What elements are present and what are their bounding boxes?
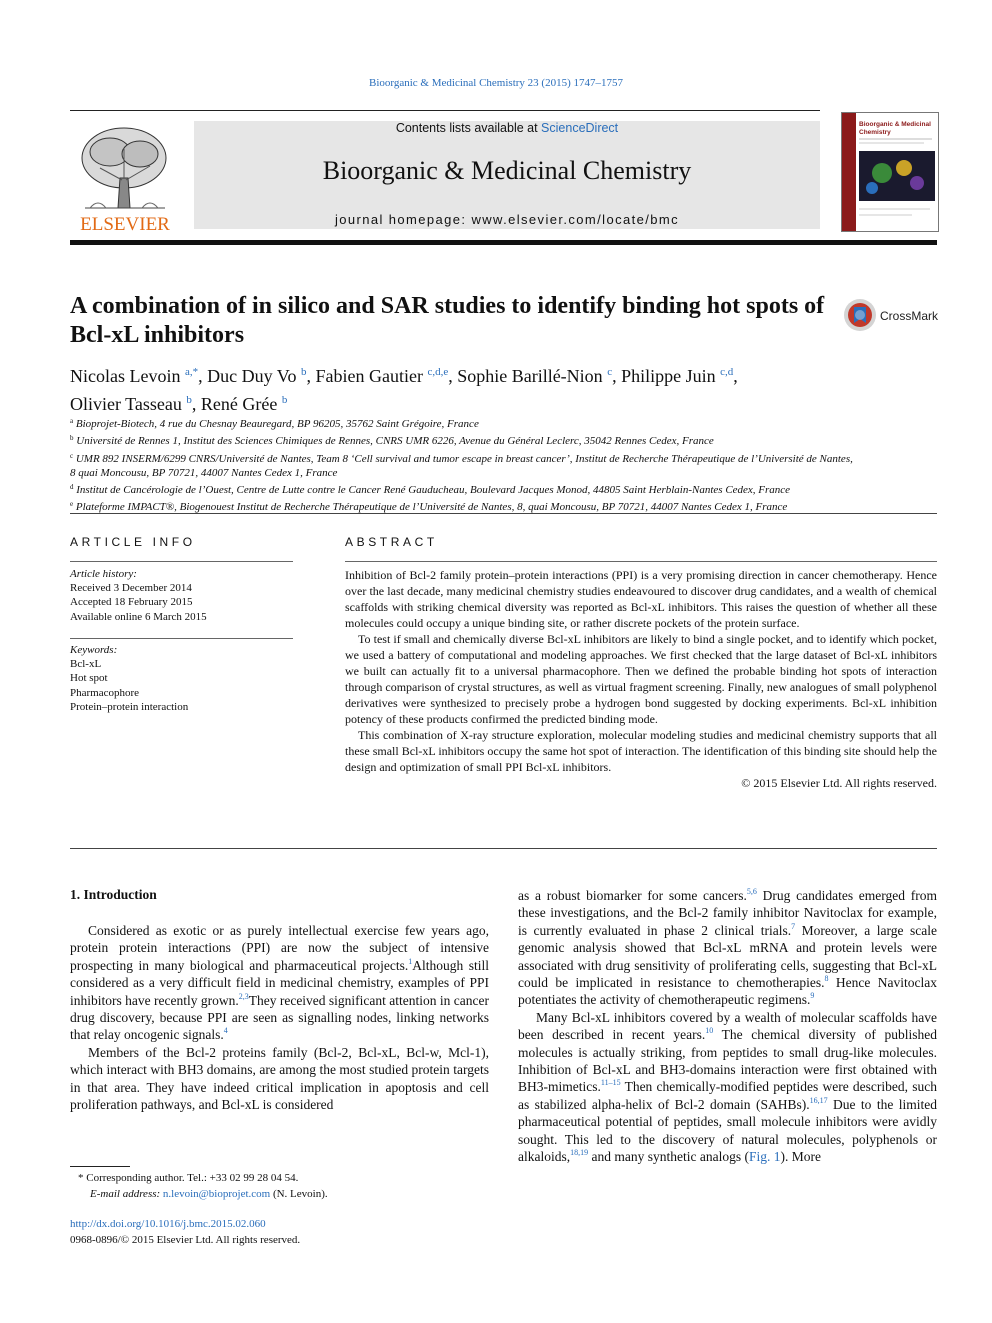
article-info-divider (70, 561, 293, 562)
svg-text:CrossMark: CrossMark (880, 309, 939, 323)
author-name[interactable]: Olivier Tasseau (70, 394, 182, 414)
abstract-paragraph: To test if small and chemically diverse Bcl-xL inhibitors are likely to bind a single pocket, and to identify which pocket, we used a battery of computational and modeling approaches. We first checked that the large dataset of Bcl-xL inhibitors we built can actually fit to a universal pharmacophore. Then we defined the probable binding hot spots of interaction through comparison of crystal structures, as well as virtual fragment screening. Finally, new analogues of small polyphenol derivatives were synthesized to precisely probe a hydrogen bond suggested by docking experiments. Bcl-xL inhibition potency of these products confirmed the predicted binding mode. (345, 632, 937, 726)
citation-ref[interactable]: 11–15 (600, 1078, 621, 1088)
journal-homepage (194, 212, 820, 227)
citation-ref[interactable]: 4 (223, 1026, 228, 1036)
abstract-bottom-divider (70, 848, 937, 849)
body-text: The chemical diversity of published molecules is actually striking, from peptides to small drug-like molecules. Inhibition of Bcl-xL and BH3-domains interaction were first obtained with BH3-mimetics. (518, 1027, 938, 1095)
author-separator: , (612, 366, 622, 386)
doi-link[interactable]: http://dx.doi.org/10.1016/j.bmc.2015.02.060 (70, 1218, 266, 1230)
abstract-body (345, 567, 937, 791)
elsevier-logo (70, 118, 180, 236)
header-thick-divider (70, 240, 937, 245)
journal-name: Bioorganic & Medicinal Chemistry (322, 156, 692, 185)
crossmark-icon (843, 297, 943, 333)
author-name[interactable]: René Grée (200, 394, 278, 414)
affiliation-list (70, 414, 950, 515)
body-text: Hence Navitoclax potentiates the activity of chemotherapeutic regimens. (518, 975, 938, 1008)
footnote-divider (70, 1166, 130, 1167)
author-list (70, 360, 930, 416)
abstract-paragraph: Inhibition of Bcl-2 family protein–protein interactions (PPI) is a very promising direction in cancer chemotherapy. Hence over the last decade, many medicinal chemistry studies endeavoured to discover drug candidates, and a wealth of chemical scaffolds with striking chemical diversity was reported as Bcl-xL inhibitors. This raises the question of whether all these molecules could occupy a unique binding site, or rather discrete pockets of the protein surface. (345, 568, 937, 630)
affiliation-text: Institut de Cancérologie de l’Ouest, Centre de Lutte contre le Cancer René Gauducheau, Boulevard Jacques Monod, 44805 Saint Herblain-Nantes Cedex, France (76, 484, 791, 497)
abstract-divider (345, 561, 937, 562)
body-text: Drug candidates emerged from these investigations, and the Bcl-2 family inhibitor Navitoclax for example, is currently evaluated in phase 2 clinical trials. (518, 888, 937, 938)
body-text: Considered as exotic or as purely intellectual exercise few years ago, protein protein interactions (PPI) are now the subject of intensive prospecting in many biological and pharmaceutical projects. (70, 923, 489, 973)
svg-text:Bioorganic & Medicinal: Bioorganic & Medicinal (859, 121, 931, 128)
crossmark-badge[interactable] (843, 297, 943, 333)
affiliation-text: Université de Rennes 1, Institut des Sciences Chimiques de Rennes, CNRS UMR 6226, Avenue du Général Leclerc, 35042 Rennes Cedex, France (76, 435, 714, 448)
citation-ref[interactable]: 8 (824, 974, 829, 984)
author-separator: , (733, 366, 738, 386)
cover-image (842, 113, 938, 231)
citation-ref[interactable]: 10 (705, 1026, 714, 1036)
author-name[interactable]: Fabien Gautier (315, 366, 423, 386)
author-affiliation-mark[interactable]: a,* (184, 366, 199, 378)
contents-line (194, 121, 820, 135)
keywords-label: Keywords: (70, 644, 118, 656)
email-link[interactable]: n.levoin@bioprojet.com (162, 1188, 271, 1200)
abstract-paragraph: This combination of X-ray structure exploration, molecular modeling studies and medicinal chemistry supports that all these small Bcl-xL inhibitors occupy the same hot spot of interaction. The identification of this binding site should help the design and optimization of small PPI Bcl-xL inhibitors. (345, 728, 937, 774)
keyword-item: Pharmacophore (70, 686, 140, 699)
author-affiliation-mark[interactable]: b (186, 394, 192, 406)
email-suffix: (N. Levoin). (270, 1188, 328, 1200)
keyword-item: Hot spot (70, 672, 108, 685)
citation-ref[interactable]: 9 (810, 991, 815, 1001)
body-text: as a robust biomarker for some cancers. (518, 888, 747, 903)
author-name[interactable]: Philippe Juin (621, 366, 716, 386)
affiliation-mark: d (70, 483, 74, 492)
citation-ref[interactable]: 16,17 (809, 1095, 828, 1105)
top-divider (70, 110, 820, 111)
footnote-block (70, 1170, 490, 1202)
author-name[interactable]: Duc Duy Vo (207, 366, 297, 386)
author-affiliation-mark[interactable]: b (300, 366, 307, 378)
author-separator: , (198, 366, 208, 386)
history-item: Accepted 18 February 2015 (70, 596, 193, 609)
body-column-right (518, 887, 937, 1166)
keywords-divider (70, 638, 293, 639)
homepage-prefix: journal homepage: (334, 212, 472, 227)
citation-ref[interactable]: 1 (408, 956, 413, 966)
affiliation-item (70, 414, 950, 431)
body-column-left (70, 922, 489, 1113)
issn-copyright: 0968-0896/© 2015 Elsevier Ltd. All rights reserved. (70, 1234, 301, 1246)
svg-text:ELSEVIER: ELSEVIER (80, 214, 170, 235)
citation-ref[interactable]: 2,3 (238, 991, 249, 1001)
author-separator: , (448, 366, 458, 386)
journal-citation[interactable]: Bioorganic & Medicinal Chemistry 23 (2015) 1747–1757 (369, 77, 623, 89)
citation-ref[interactable]: 5,6 (746, 887, 757, 896)
keywords-block (70, 643, 293, 714)
body-paragraph: Members of the Bcl-2 proteins family (Bcl-2, Bcl-xL, Bcl-w, Mcl-1), which interact with BH3 domains, are among the most studied protein targets in that area. They have indeed critical implication in apoptosis and cell proliferation pathways, and Bcl-xL is considered (70, 1044, 489, 1113)
article-info-heading: ARTICLE INFO (70, 535, 196, 549)
article-title: A combination of in silico and SAR studies to identify binding hot spots of Bcl-xL inhibitors (70, 293, 825, 348)
affiliation-item (70, 449, 950, 466)
section-heading-introduction: 1. Introduction (70, 887, 157, 902)
author-affiliation-mark[interactable]: c,d,e (427, 366, 449, 378)
affiliation-item (70, 480, 950, 497)
elsevier-tree-icon (70, 118, 180, 236)
abstract-heading: ABSTRACT (345, 535, 438, 549)
keyword-item: Protein–protein interaction (70, 700, 189, 713)
doi-block (70, 1216, 300, 1248)
affiliation-divider (70, 513, 937, 514)
citation-ref[interactable]: 7 (791, 921, 796, 931)
history-label: Article history: (70, 568, 137, 580)
author-name[interactable]: Nicolas Levoin (70, 366, 181, 386)
affiliation-mark: e (70, 500, 74, 509)
email-line (70, 1186, 490, 1202)
body-paragraph (70, 922, 489, 1044)
body-text: ). More (780, 1149, 821, 1165)
body-text: and many synthetic analogs ( (588, 1149, 749, 1165)
author-separator: , (306, 366, 316, 386)
sciencedirect-link[interactable]: ScienceDirect (541, 121, 619, 135)
article-history (70, 567, 293, 624)
homepage-url[interactable]: www.elsevier.com/locate/bmc (471, 212, 680, 227)
body-paragraph (518, 1009, 937, 1166)
affiliation-text: Plateforme IMPACT®, Biogenouest Institut de Recherche Thérapeutique de l’Université de Nantes, 8, quai Moncousu, BP 70721, 44007 Nantes Cedex 1, France (75, 501, 788, 514)
body-text: Due to the limited pharmaceutical potential of peptides, small molecule inhibitors were avidly sought. This led to the discovery of natural molecules, polyphenols or alkaloids, (518, 1096, 937, 1165)
body-text: Then chemically-modified peptides were described, such as stabilized alpha-helix of Bcl-2 domain (SAHBs). (518, 1079, 937, 1112)
body-text: Although still considered as a very difficult field in medicinal chemistry, examples of PPI inhibitors have recently grown. (70, 957, 489, 1008)
author-affiliation-mark[interactable]: c (607, 366, 613, 378)
affiliation-mark: a (70, 417, 74, 425)
svg-text:Chemistry: Chemistry (859, 129, 891, 136)
contents-prefix: Contents lists available at (395, 121, 542, 135)
body-text: Moreover, a large scale genomic analysis showed that Bcl-xL mRNA and protein levels were associated with drug sensitivity of proliferating cells, suggesting that Bcl-xL could be implicated in resistance to chemotherapies. (518, 922, 937, 991)
affiliation-text: Bioprojet-Biotech, 4 rue du Chesnay Beauregard, BP 96205, 35762 Saint Grégoire, France (75, 418, 479, 430)
body-paragraph (518, 887, 937, 1009)
abstract-copyright: © 2015 Elsevier Ltd. All rights reserved. (741, 776, 937, 790)
affiliation-text: 8 quai Moncousu, BP 70721, 44007 Nantes Cedex 1, France (70, 466, 338, 479)
affiliation-text: UMR 892 INSERM/6299 CNRS/Université de Nantes, Team 8 ‘Cell survival and tumor escape in breast cancer’, Institut de Recherche Thérapeutique de l’Université de Nantes, (75, 452, 853, 465)
keyword-item: Bcl-xL (70, 658, 102, 671)
affiliation-item (70, 466, 950, 480)
author-affiliation-mark[interactable]: c,d (720, 366, 734, 378)
author-affiliation-mark[interactable]: b (281, 394, 288, 406)
affiliation-mark: c (70, 451, 74, 460)
figure-reference-link[interactable]: Fig. 1 (748, 1149, 781, 1165)
author-name[interactable]: Sophie Barillé-Nion (457, 366, 603, 386)
history-item: Available online 6 March 2015 (70, 610, 207, 623)
history-item: Received 3 December 2014 (70, 582, 192, 595)
body-text: Many Bcl-xL inhibitors covered by a wealth of molecular scaffolds have been described in recent years. (518, 1009, 937, 1043)
affiliation-item (70, 431, 950, 448)
author-separator: , (191, 394, 201, 414)
email-label: E-mail address: (90, 1188, 163, 1200)
journal-cover-thumbnail[interactable] (841, 112, 939, 232)
affiliation-mark: b (70, 434, 74, 443)
corresponding-author-note: * Corresponding author. Tel.: +33 02 99 28 04 54. (78, 1172, 299, 1184)
citation-ref[interactable]: 18,19 (570, 1148, 589, 1158)
body-text: They received significant attention in cancer drug discovery, because PPI are seen as signalling nodes, linking networks that relay oncogenic signals. (70, 992, 489, 1043)
